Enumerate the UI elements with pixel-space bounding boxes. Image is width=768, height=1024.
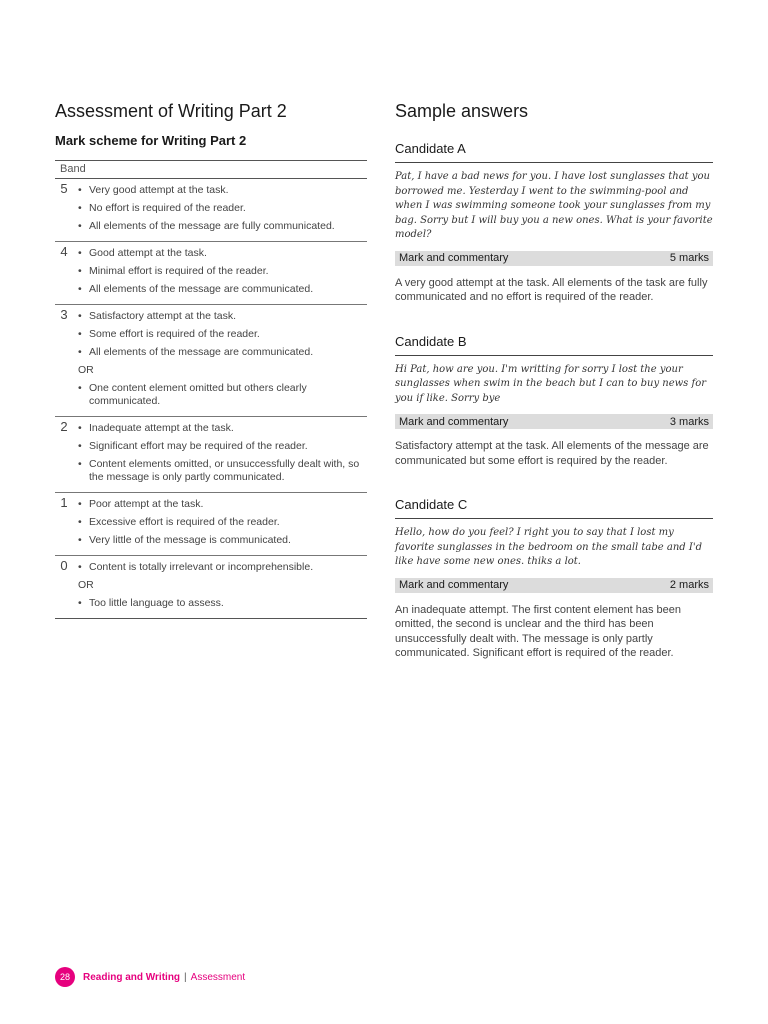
candidate-answer: Hello, how do you feel? I right you to say that I lost my favorite sunglasses in the bedroom on the small tabe and I'd like have some new ones. thiks a lot. (395, 527, 702, 567)
bullet-icon: • (78, 534, 82, 546)
mark-label: Mark and commentary (399, 252, 509, 264)
footer-separator: | (184, 971, 187, 983)
band-number: 1 (55, 493, 73, 556)
mark-label: Mark and commentary (399, 579, 509, 591)
bullet-icon: • (78, 310, 82, 322)
criterion-text: All elements of the message are communicated. (89, 283, 314, 295)
bullet-icon: • (78, 283, 82, 295)
candidate-title: Candidate C (395, 496, 713, 519)
bullet-icon: • (78, 247, 82, 259)
band-criteria (73, 417, 367, 493)
criterion-text: All elements of the message are communicated. (89, 346, 314, 358)
bullet-icon: • (78, 184, 82, 196)
mark-scheme-column (55, 98, 367, 619)
criterion-item (73, 516, 367, 529)
band-row (55, 179, 367, 242)
band-row (55, 493, 367, 556)
band-number: 0 (55, 556, 73, 619)
mark-scheme-subtitle: Mark scheme for Writing Part 2 (55, 133, 247, 148)
criterion-item (73, 561, 367, 574)
bullet-icon: • (78, 440, 82, 452)
footer-subsection: Assessment (190, 971, 246, 983)
bullet-icon: • (78, 265, 82, 277)
criterion-item (73, 382, 367, 408)
criterion-text: Excessive effort is required of the reader. (89, 516, 280, 528)
criterion-item (73, 202, 367, 215)
criterion-item (73, 597, 367, 610)
criterion-item (73, 184, 367, 197)
bullet-icon: • (78, 458, 82, 470)
criterion-text: Content is totally irrelevant or incomprehensible. (89, 561, 314, 573)
band-criteria (73, 493, 367, 556)
criterion-item (73, 265, 367, 278)
mark-value: 3 marks (669, 415, 709, 428)
mark-bar (395, 251, 713, 266)
band-criteria (73, 242, 367, 305)
criterion-item (73, 328, 367, 341)
band-criteria (73, 556, 367, 619)
candidate-block (395, 496, 713, 661)
page-footer (55, 967, 245, 987)
criterion-text: Satisfactory attempt at the task. (89, 310, 237, 322)
bullet-icon: • (78, 220, 82, 232)
sample-answers-column (395, 98, 713, 661)
commentary-text: A very good attempt at the task. All elements of the task are fully communicated and no effort is required of the reader. (395, 276, 708, 303)
page-title: Assessment of Writing Part 2 (55, 101, 287, 121)
band-row (55, 242, 367, 305)
mark-label: Mark and commentary (399, 415, 509, 428)
band-row (55, 305, 367, 417)
mark-bar (395, 414, 713, 429)
criterion-text: Content elements omitted, or unsuccessfully dealt with, so the message is only partly communicated. (89, 458, 360, 483)
candidate-title: Candidate B (395, 333, 713, 356)
candidate-title: Candidate A (395, 140, 713, 163)
mark-value: 2 marks (669, 579, 709, 591)
bullet-icon: • (78, 498, 82, 510)
criterion-item (73, 247, 367, 260)
band-number: 4 (55, 242, 73, 305)
criterion-item (73, 440, 367, 453)
candidate-answer: Hi Pat, how are you. I'm writting for sorry I lost the your sunglasses when swim in the beach but I can to buy news for you if like. Sorry bye (395, 363, 706, 404)
criterion-item (73, 458, 367, 484)
criterion-item (73, 283, 367, 296)
bullet-icon: • (78, 346, 82, 358)
band-number: 5 (55, 179, 73, 242)
bullet-icon: • (78, 202, 82, 214)
criterion-text: No effort is required of the reader. (89, 202, 246, 214)
band-number: 3 (55, 305, 73, 417)
bullet-icon: • (78, 516, 82, 528)
band-row (55, 417, 367, 493)
or-separator: OR (78, 364, 94, 376)
bullet-icon: • (78, 422, 82, 434)
criterion-text: All elements of the message are fully communicated. (89, 220, 335, 232)
band-header: Band (55, 161, 367, 179)
bullet-icon: • (78, 328, 82, 340)
band-row (55, 556, 367, 619)
criterion-text: Minimal effort is required of the reader. (89, 265, 269, 277)
criterion-item (73, 534, 367, 547)
band-criteria (73, 305, 367, 417)
criterion-item (73, 310, 367, 323)
band-criteria (73, 179, 367, 242)
footer-text (83, 972, 245, 983)
or-separator: OR (78, 579, 94, 591)
band-number: 2 (55, 417, 73, 493)
criterion-item (73, 220, 367, 233)
candidate-answer: Pat, I have a bad news for you. I have lost sunglasses that you borrowed me. Yesterday I went to the swimming-pool and when I was swimming someone took your sunglasses from my bag. Sorry but I will buy you a new ones. What is your favorite model? (395, 171, 713, 240)
mark-bar (395, 578, 713, 593)
page-number-badge: 28 (55, 967, 75, 987)
mark-scheme-table (55, 160, 367, 619)
bullet-icon: • (78, 382, 82, 394)
commentary-text: Satisfactory attempt at the task. All elements of the message are communicated but some effort is required by the reader. (395, 440, 709, 467)
footer-section: Reading and Writing (83, 971, 181, 983)
commentary-text: An inadequate attempt. The first content element has been omitted, the second is unclear and the third has been unsuccessfully dealt with. The message is only partly communicated. Significant effort is required of the reader. (395, 603, 681, 659)
criterion-text: Significant effort may be required of the reader. (89, 440, 308, 452)
criterion-text: Inadequate attempt at the task. (89, 422, 234, 434)
criterion-text: Too little language to assess. (89, 597, 224, 609)
bullet-icon: • (78, 561, 82, 573)
criterion-text: Very little of the message is communicated. (89, 534, 291, 546)
sample-answers-title: Sample answers (395, 101, 529, 121)
criterion-text: Some effort is required of the reader. (89, 328, 260, 340)
criterion-item (73, 422, 367, 435)
criterion-item (73, 346, 367, 359)
criterion-text: Very good attempt at the task. (89, 184, 229, 196)
candidate-block (395, 333, 713, 469)
criterion-item (73, 498, 367, 511)
mark-value: 5 marks (669, 252, 709, 264)
criterion-text: Poor attempt at the task. (89, 498, 204, 510)
candidate-block (395, 140, 713, 305)
bullet-icon: • (78, 597, 82, 609)
criterion-text: One content element omitted but others clearly communicated. (89, 382, 307, 407)
criterion-text: Good attempt at the task. (89, 247, 207, 259)
